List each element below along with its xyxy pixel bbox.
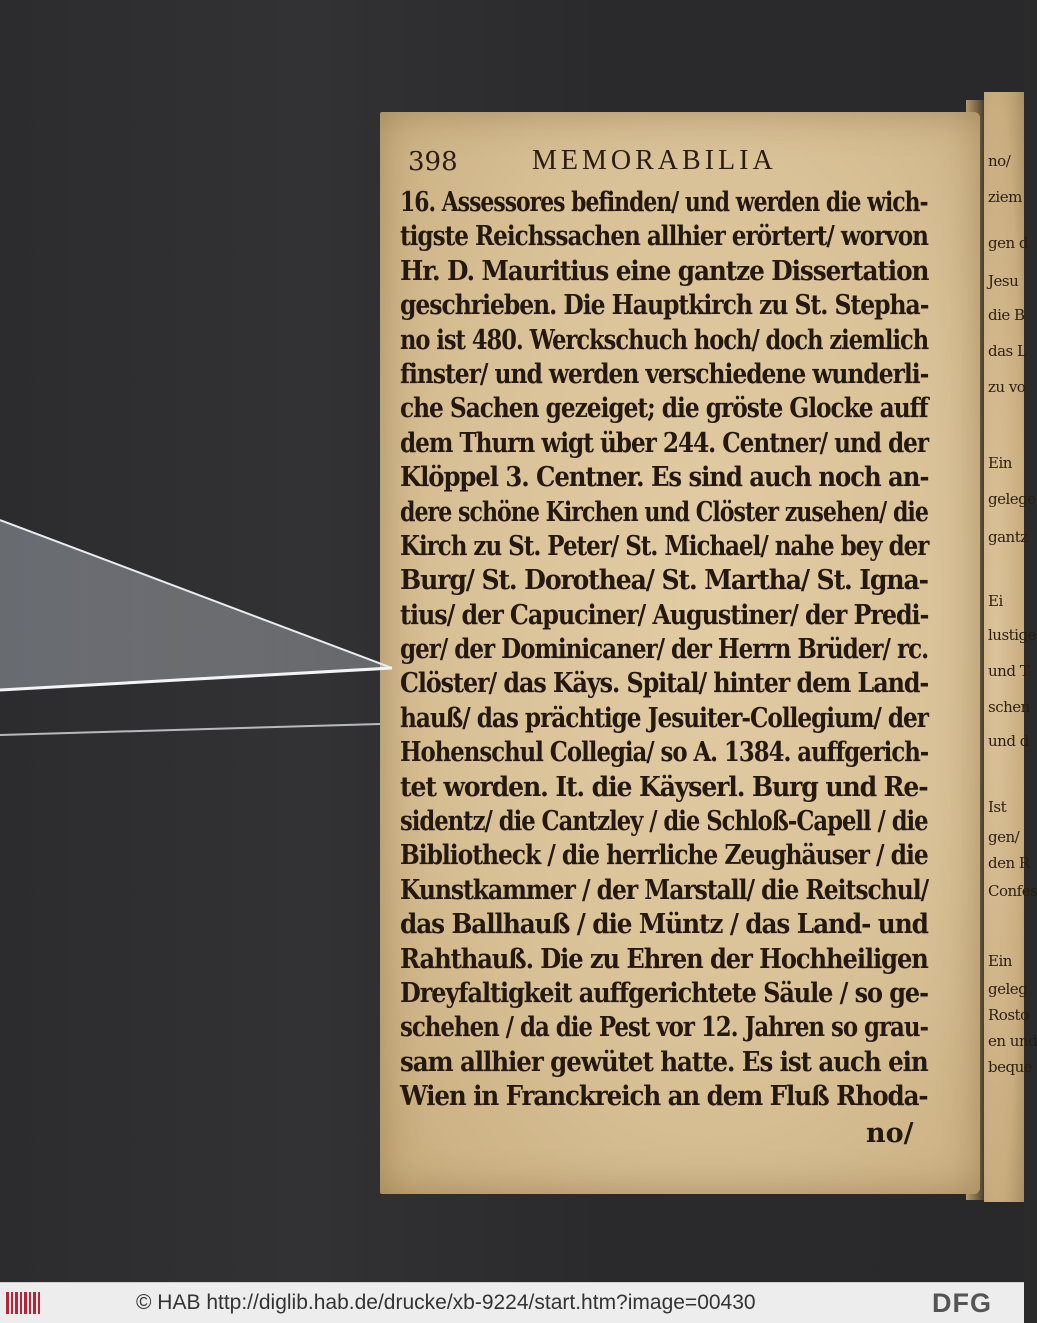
next-page-line: Ein [988,454,1012,472]
next-page-line: und T [988,662,1030,680]
text-line: sam allhier gewütet hatte. Es ist auch ein [400,1046,928,1078]
next-page-line: en und [988,1032,1037,1050]
page-number: 398 [408,147,458,177]
next-page-line: gen/ [988,828,1020,846]
hab-barcode-icon [6,1290,42,1316]
footer-bar [0,1282,1024,1323]
text-line: Clöster/ das Käys. Spital/ hinter dem Land- [400,668,929,700]
next-page-line: und d [988,732,1029,750]
text-line: Bibliotheck / die herrliche Zeughäuser / die [400,840,928,872]
next-page-line: die B [988,306,1025,324]
next-page-line: beque [988,1058,1033,1076]
page-text [400,186,928,1115]
next-page-line: das L [988,342,1027,360]
text-line: ger/ der Dominicaner/ der Herrn Brüder/ rc. [400,634,929,666]
next-page-line: Ei [988,592,1003,610]
text-line: schehen / da die Pest vor 12. Jahren so grau- [400,1012,928,1044]
next-page-line: Confes [988,882,1037,900]
text-line: no ist 480. Werckschuch hoch/ doch ziemlich [400,324,929,356]
next-page-line: den R [988,854,1030,872]
next-page-line: lustige [988,626,1036,644]
text-line: Dreyfaltigkeit auffgerichtete Säule / so ge- [400,977,928,1009]
text-line: Hohenschul Collegia/ so A. 1384. auffgerich- [400,737,929,769]
text-line: dem Thurn wigt über 244. Centner/ und der [400,427,929,459]
text-line: sidentz/ die Cantzley / die Schloß-Capell / die [400,806,928,838]
text-line: hauß/ das prächtige Jesuiter-Collegium/ der [400,702,928,734]
text-line: das Ballhauß / die Müntz / das Land- und [400,909,928,941]
next-page-line: Rosto [988,1006,1029,1024]
next-page-line: no/ [988,152,1011,170]
next-page-fragment [984,92,1037,1202]
next-page-line: Ein [988,952,1012,970]
text-line: geschrieben. Die Hauptkirch zu St. Stepha- [400,290,929,322]
text-line: finster/ und werden verschiedene wunderli- [400,358,929,390]
page-header [408,143,928,183]
next-page-line: gen d [988,234,1029,252]
dfg-logo: DFG [932,1288,992,1318]
next-page-line: Jesu [988,272,1019,290]
text-line: Kirch zu St. Peter/ St. Michael/ nahe bey der [400,530,929,562]
text-line: tet worden. It. die Käyserl. Burg und Re- [400,771,928,803]
text-line: 16. Assessores befinden/ und werden die wich- [400,187,928,218]
next-page-line: Ist [988,798,1007,816]
text-line: dere schöne Kirchen und Clöster zusehen/ die [400,496,928,528]
next-page-line: schen [988,698,1030,716]
next-page-line: gelege [988,490,1036,508]
text-line: che Sachen gezeiget; die gröste Glocke auff [400,393,928,425]
text-line: tius/ der Capuciner/ Augustiner/ der Predi- [400,599,929,631]
next-page-line: zu vo [988,378,1026,396]
text-line: tigste Reichssachen allhier erörtert/ worvon [400,221,928,253]
text-line: Kunstkammer / der Marstall/ die Reitschul/ [400,874,929,906]
catchword: no/ [866,1118,914,1149]
next-page-line: ziem [988,188,1022,206]
text-line: Rahthauß. Die zu Ehren der Hochheiligen [400,943,928,975]
text-line: Burg/ St. Dorothea/ St. Martha/ St. Igna- [400,565,928,597]
text-line: Klöppel 3. Centner. Es sind auch noch an- [400,462,929,494]
next-page-line: geleg [988,980,1028,998]
copyright-url[interactable]: © HAB http://diglib.hab.de/drucke/xb-9224/start.htm?image=00430 [136,1291,756,1314]
text-line: Hr. D. Mauritius eine gantze Dissertation [400,255,929,287]
next-page-line: gantz [988,528,1028,546]
text-line: Wien in Franckreich an dem Fluß Rhoda- [400,1081,928,1113]
glass-plate-holder [0,0,420,800]
running-title: MEMORABILIA [532,145,777,176]
